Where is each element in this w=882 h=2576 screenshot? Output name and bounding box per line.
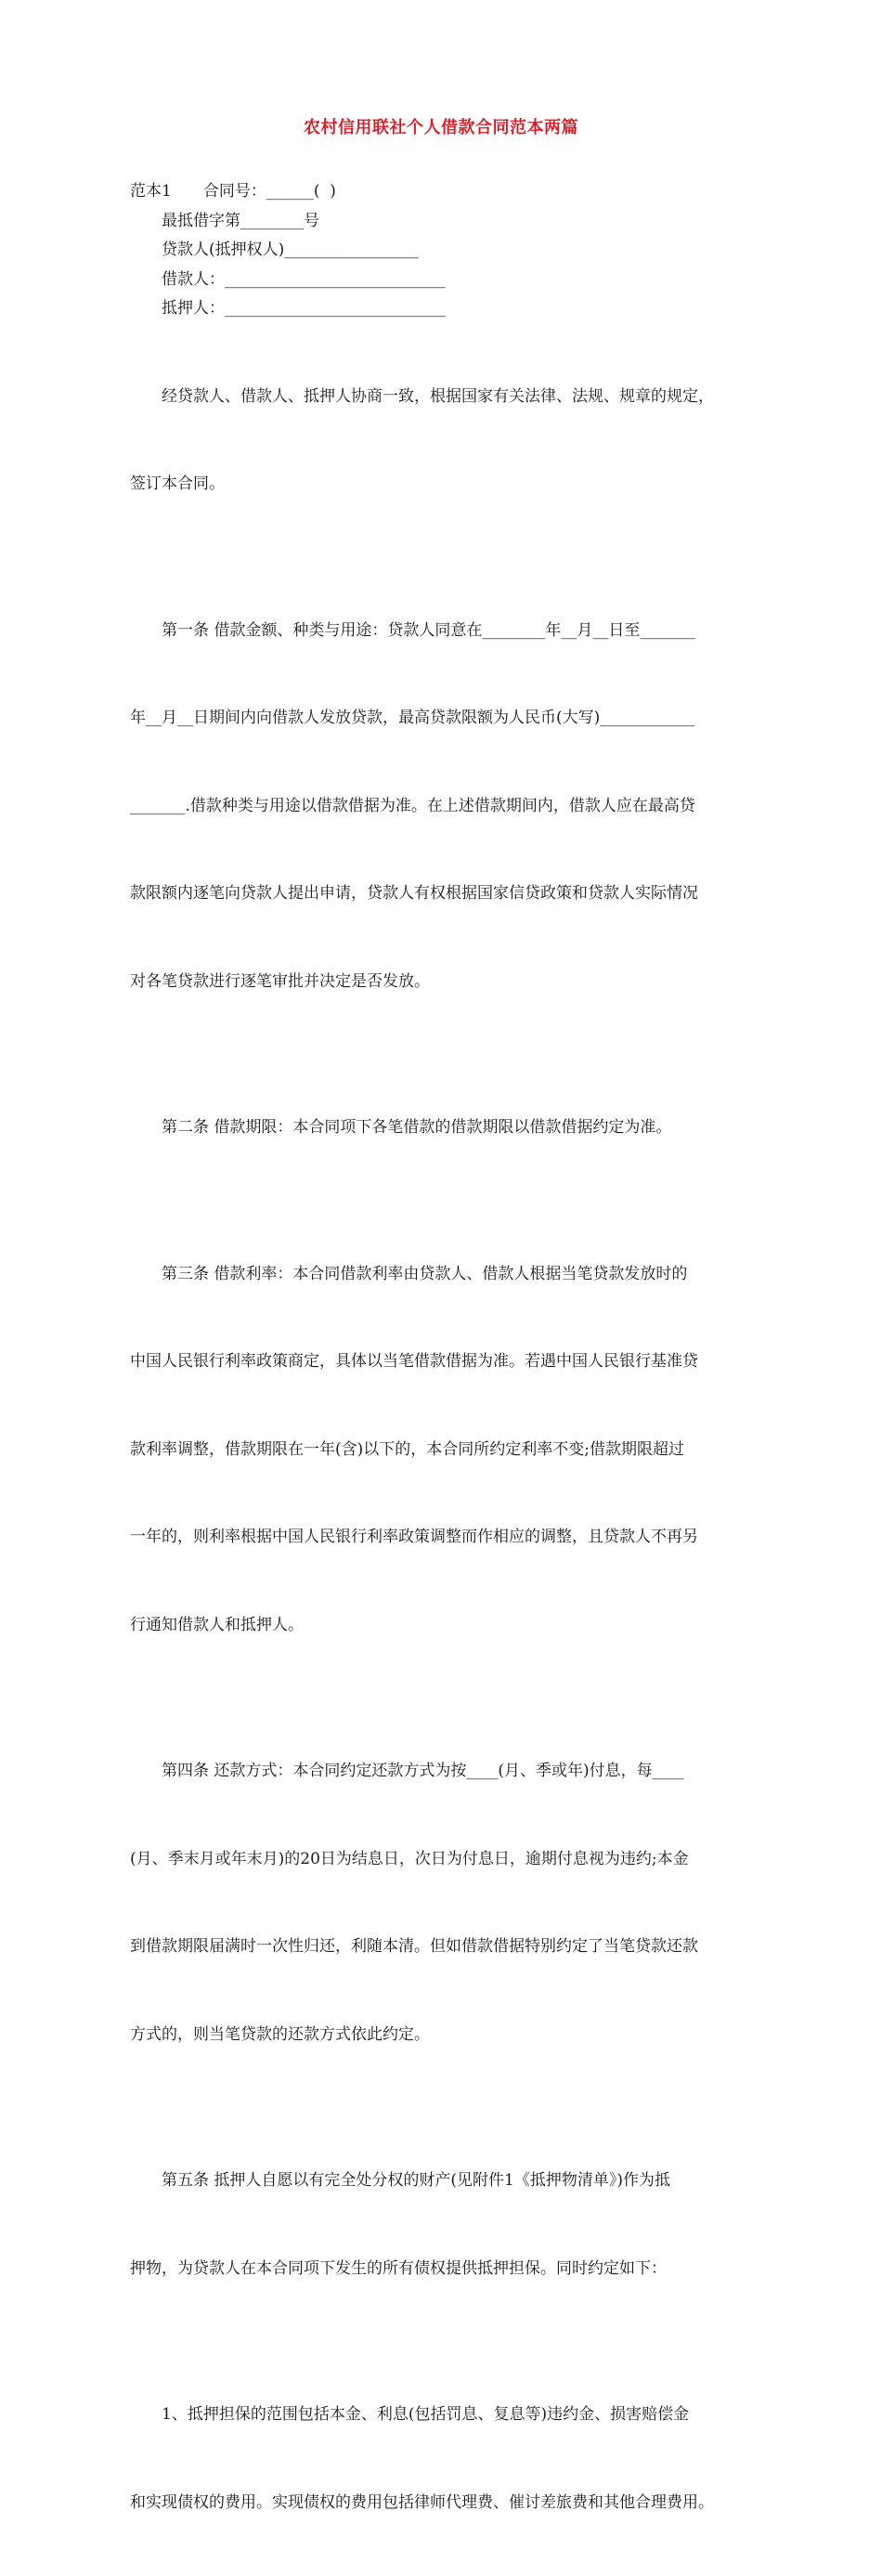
text-line: 第四条 还款方式：本合同约定还款方式为按____(月、季或年)付息，每____ (130, 1762, 684, 1780)
text-line: 款利率调整，借款期限在一年(含)以下的，本合同所约定利率不变;借款期限超过 (130, 1439, 684, 1459)
text-line: 经贷款人、借款人、抵押人协商一致，根据国家有关法律、法规、规章的规定， (130, 386, 714, 406)
text-line: 签订本合同。 (130, 475, 225, 493)
text-line: 中国人民银行利率政策商定，具体以当笔借款借据为准。若遇中国人民银行基准贷 (130, 1352, 698, 1371)
text-line: 1、抵押担保的范围包括本金、利息(包括罚息、复息等)违约金、损害赔偿金 (130, 2405, 690, 2424)
text-line: 第五条 抵押人自愿以有完全处分权的财产(见附件1《抵押物清单》)作为抵 (130, 2171, 670, 2190)
text-line: 年__月__日期间内向借款人发放贷款，最高贷款限额为人民币(大写)____________ (130, 709, 695, 727)
article-5-paragraph (130, 2108, 763, 2342)
text-line: 第二条 借款期限：本合同项下各笔借款的借款期限以借款借据约定为准。 (130, 1118, 672, 1137)
text-line: 押物，为贷款人在本合同项下发生的所有债权提供抵押担保。同时约定如下： (130, 2258, 667, 2278)
document-body (130, 177, 763, 2576)
lender-line: 贷款人(抵押权人)_________________ (130, 241, 419, 259)
article-3-paragraph (130, 1202, 763, 1699)
text-line: (月、季末月或年末月)的20日为结息日，次日为付息日，逾期付息视为违约;本金 (130, 1849, 689, 1868)
text-line: _______.借款种类与用途以借款借据为准。在上述借款期间内，借款人应在最高贷 (130, 796, 695, 815)
text-line: 第一条 借款金额、种类与用途：贷款人同意在________年__月__日至_______ (130, 620, 695, 640)
text-line: 一年的，则利率根据中国人民银行利率政策调整而作相应的调整，且贷款人不再另 (130, 1528, 698, 1546)
text-line: 方式的，则当笔贷款的还款方式依此约定。 (130, 2024, 430, 2044)
article-2-paragraph (130, 1055, 763, 1202)
article-1-paragraph (130, 558, 763, 1056)
text-line: 和实现债权的费用。实现债权的费用包括律师代理费、催讨差旅费和其他合理费用。 (130, 2492, 714, 2512)
text-line: 第三条 借款利率：本合同借款利率由贷款人、借款人根据当笔贷款发放时的 (130, 1264, 688, 1283)
text-line: 行通知借款人和抵押人。 (130, 1615, 304, 1634)
contract-number-line: 范本1 合同号：______( ) (130, 182, 336, 201)
text-line: 到借款期限届满时一次性归还，利随本清。但如借款借据特别约定了当笔贷款还款 (130, 1937, 698, 1956)
mortgagor-line: 抵押人：____________________________ (130, 299, 446, 318)
text-line: 对各笔贷款进行逐笔审批并决定是否发放。 (130, 971, 430, 991)
article-4-paragraph (130, 1698, 763, 2108)
preamble-paragraph (130, 324, 763, 558)
text-line: 款限额内逐笔向贷款人提出申请，贷款人有权根据国家信贷政策和贷款人实际情况 (130, 884, 698, 903)
clause-1-paragraph (130, 2342, 763, 2576)
borrower-line: 借款人：____________________________ (130, 269, 446, 289)
page-title: 农村信用联社个人借款合同范本两篇 (304, 118, 578, 137)
mortgage-loan-number-line: 最抵借字第________号 (130, 211, 319, 230)
